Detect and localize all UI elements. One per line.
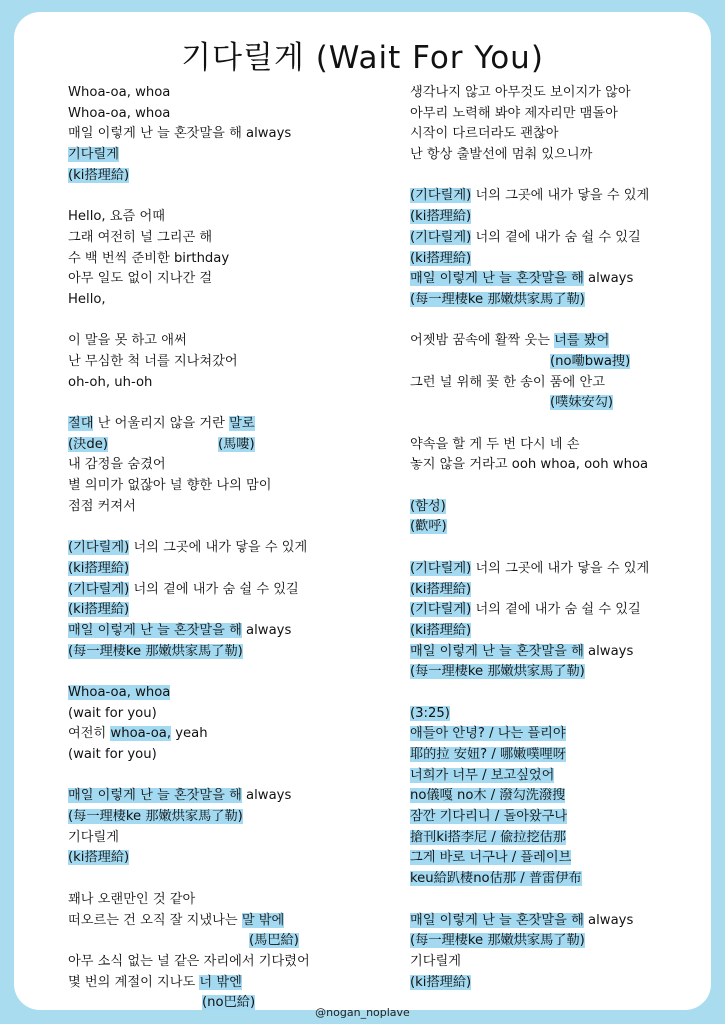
lyric-line — [410, 807, 710, 828]
lyric-line — [410, 828, 710, 849]
highlighted-lyric: (기다릴게) — [410, 602, 472, 618]
highlighted-lyric: (ki搭理給) — [68, 602, 130, 618]
lyric-text: 떠오르는 건 오직 잘 지냈나는 — [68, 912, 242, 928]
lyric-text: Whoa-oa, whoa — [68, 85, 171, 100]
lyric-line — [68, 497, 398, 518]
lyric-text: 그래 여전히 널 그리곤 해 — [68, 229, 213, 245]
lyric-line — [410, 600, 710, 621]
highlighted-lyric: (每一理棲ke 那嫩烘家馬了勒) — [410, 933, 585, 949]
lyric-line — [68, 228, 398, 249]
lyric-text: 몇 번의 계절이 지나도 — [68, 974, 200, 990]
highlighted-lyric: 耶的拉 安妞? / 哪嫩噗哩呀 — [410, 747, 566, 762]
highlighted-lyric: 기다릴게 — [68, 147, 119, 163]
lyric-line — [68, 331, 398, 352]
page-title: 기다릴게 (Wait For You) — [181, 40, 544, 76]
lyric-line — [410, 290, 710, 311]
lyrics-sheet — [14, 12, 711, 1010]
highlighted-lyric: 매일 이렇게 난 늘 혼잣말을 해 — [410, 271, 584, 287]
lyric-text: 놓지 않을 거라고 ooh whoa, ooh whoa — [410, 457, 649, 473]
lyric-line — [68, 600, 398, 621]
highlighted-lyric: (no巴給) — [202, 995, 256, 1011]
lyric-text: 너의 곁에 내가 숨 쉴 수 있길 — [471, 229, 641, 245]
lyric-line — [68, 828, 398, 849]
lyric-text: always — [583, 271, 634, 287]
lyric-text: 난 항상 출발선에 멈춰 있으니까 — [410, 147, 593, 163]
lyric-line — [68, 580, 398, 601]
lyric-text: 기다릴게 — [410, 953, 461, 969]
lyric-line — [68, 786, 398, 807]
stanza-gap — [68, 766, 398, 787]
lyric-text: 약속을 할 게 두 번 다시 네 손 — [410, 436, 580, 452]
lyric-text: 여전히 — [68, 726, 111, 742]
lyric-text: 별 의미가 없잖아 널 향한 나의 맘이 — [68, 478, 272, 494]
lyric-line — [410, 869, 710, 890]
lyric-line — [68, 352, 398, 373]
highlighted-lyric: (馬嘍) — [217, 436, 255, 452]
lyric-text: always — [241, 788, 292, 804]
highlighted-lyric: (기다릴게) — [68, 540, 130, 556]
highlighted-lyric: (기다릴게) — [410, 560, 472, 576]
highlighted-lyric: no儀嘎 no木 / 潑勾洗潑搜 — [410, 788, 566, 804]
lyric-line — [68, 683, 398, 704]
lyric-line — [68, 621, 398, 642]
lyric-text: always — [583, 643, 634, 659]
highlighted-lyric: (ki搭理給) — [68, 850, 130, 866]
lyric-text: Hello, — [68, 291, 106, 307]
highlighted-lyric: 그게 바로 너구나 / 플레이브 — [410, 850, 572, 866]
lyric-line — [410, 704, 710, 725]
highlighted-lyric: (ki搭理給) — [68, 560, 130, 576]
highlighted-lyric: (每一理棲ke 那嫩烘家馬了勒) — [410, 291, 585, 307]
lyric-line — [68, 642, 398, 663]
lyric-line — [68, 559, 398, 580]
highlighted-lyric: (3:25) — [410, 705, 450, 721]
lyric-text: 너의 그곳에 내가 닿을 수 있게 — [471, 188, 650, 204]
highlighted-lyric: (歡呼) — [410, 519, 447, 535]
highlighted-lyric: 애들아 안녕? / 나는 플리야 — [410, 726, 566, 742]
lyric-line — [410, 766, 710, 787]
stanza-gap — [68, 393, 398, 414]
stanza-gap — [410, 683, 710, 704]
highlighted-lyric: 너를 봤어 — [554, 333, 610, 349]
lyric-line — [410, 145, 710, 166]
highlighted-lyric: 매일 이렇게 난 늘 혼잣말을 해 — [410, 643, 584, 659]
highlighted-lyric: 매일 이렇게 난 늘 혼잣말을 해 — [410, 912, 584, 928]
highlighted-lyric: (ki搭理給) — [410, 250, 472, 266]
highlighted-lyric: 절대 — [68, 416, 94, 431]
lyric-text: 시작이 다르더라도 괜찮아 — [410, 126, 559, 142]
lyric-line — [410, 83, 710, 104]
lyric-text: 점점 커져서 — [68, 498, 136, 514]
lyric-text: 난 무심한 척 너를 지나쳐갔어 — [68, 353, 238, 369]
lyric-line — [68, 973, 398, 994]
lyric-line — [410, 786, 710, 807]
highlighted-lyric: (ki搭理給) — [410, 581, 472, 597]
lyric-line — [68, 145, 398, 166]
lyric-line — [410, 911, 710, 932]
highlighted-lyric: (每一理棲ke 那嫩烘家馬了勒) — [68, 643, 243, 659]
lyric-line — [410, 455, 710, 476]
lyric-line — [410, 228, 710, 249]
lyric-line — [410, 352, 710, 373]
highlighted-lyric: (기다릴게) — [410, 229, 472, 245]
lyric-line — [410, 662, 710, 683]
lyric-line — [68, 455, 398, 476]
lyric-text: (wait for you) — [68, 747, 157, 762]
lyric-line — [68, 414, 398, 435]
highlighted-lyric: (馬巴給) — [249, 933, 299, 949]
lyric-text: 기다릴게 — [68, 829, 119, 845]
lyric-line — [410, 249, 710, 270]
lyric-line — [410, 848, 710, 869]
lyric-line — [410, 435, 710, 456]
lyric-line — [68, 166, 398, 187]
lyric-line — [68, 435, 398, 456]
lyric-line — [410, 559, 710, 580]
stanza-gap — [410, 890, 710, 911]
lyric-text: 생각나지 않고 아무것도 보이지가 않아 — [410, 85, 631, 100]
highlighted-lyric: Whoa-oa, whoa — [68, 684, 171, 700]
lyric-text: 내 감정을 숨겼어 — [68, 457, 166, 473]
highlighted-lyric: keu給趴棲no估那 / 普雷伊布 — [410, 871, 582, 887]
stanza-gap — [410, 538, 710, 559]
highlighted-lyric: (기다릴게) — [410, 188, 472, 204]
lyric-line — [68, 704, 398, 725]
lyric-text: 너의 곁에 내가 숨 쉴 수 있길 — [129, 581, 299, 597]
lyric-text: always — [241, 622, 292, 638]
lyric-text: 그런 널 위해 꽃 한 송이 품에 안고 — [410, 374, 605, 390]
stanza-gap — [68, 869, 398, 890]
stanza-gap — [68, 662, 398, 683]
highlighted-lyric: 너 밖엔 — [199, 974, 242, 990]
lyric-text: 너의 그곳에 내가 닿을 수 있게 — [471, 560, 650, 576]
lyric-line — [410, 269, 710, 290]
lyric-line — [410, 952, 710, 973]
stanza-gap — [68, 311, 398, 332]
lyric-line — [410, 207, 710, 228]
lyric-line — [68, 124, 398, 145]
lyric-text: always — [583, 912, 634, 928]
lyric-text: oh-oh, uh-oh — [68, 374, 153, 390]
lyric-line — [68, 249, 398, 270]
lyric-line — [410, 621, 710, 642]
highlighted-lyric: (ki搭理給) — [68, 167, 130, 183]
lyric-line — [410, 931, 710, 952]
lyric-text: Whoa-oa, whoa — [68, 105, 171, 121]
lyrics-column-right — [410, 83, 710, 993]
stanza-gap — [410, 166, 710, 187]
highlighted-lyric: whoa-oa, — [110, 726, 172, 742]
lyric-line — [410, 331, 710, 352]
lyric-line — [68, 745, 398, 766]
lyric-line — [68, 207, 398, 228]
lyric-line — [410, 745, 710, 766]
stanza-gap — [68, 186, 398, 207]
lyric-text: Hello, 요즘 어때 — [68, 209, 165, 225]
lyric-text: 아무 소식 없는 널 같은 자리에서 기다렸어 — [68, 953, 310, 969]
highlighted-lyric: (함성) — [410, 498, 446, 514]
highlighted-lyric: 매일 이렇게 난 늘 혼잣말을 해 — [68, 788, 242, 804]
lyric-line — [68, 476, 398, 497]
lyric-line — [68, 848, 398, 869]
lyric-line — [68, 952, 398, 973]
lyric-line — [68, 890, 398, 911]
lyric-line — [68, 911, 398, 932]
lyric-line — [410, 580, 710, 601]
lyric-text: (wait for you) — [68, 705, 157, 721]
lyric-line — [68, 931, 398, 952]
highlighted-lyric: (決de) — [68, 436, 108, 452]
highlighted-lyric: (每一理棲ke 那嫩烘家馬了勒) — [68, 809, 243, 825]
author-handle: @nogan_noplave — [315, 1006, 410, 1019]
lyric-line — [410, 973, 710, 994]
lyric-line — [68, 269, 398, 290]
lyric-line — [68, 538, 398, 559]
lyric-line — [68, 290, 398, 311]
lyric-line — [410, 724, 710, 745]
highlighted-lyric: (ki搭理給) — [410, 622, 472, 638]
highlighted-lyric: (噗妹安勾) — [550, 395, 614, 411]
lyric-line — [68, 104, 398, 125]
lyric-line — [410, 393, 710, 414]
lyric-line — [68, 724, 398, 745]
lyric-text: 아무 일도 없이 지나간 걸 — [68, 271, 213, 287]
stanza-gap — [410, 414, 710, 435]
lyric-line — [410, 642, 710, 663]
highlighted-lyric: 搶刊ki搭李尼 / 偸拉挖估那 — [410, 829, 567, 845]
lyric-line — [68, 807, 398, 828]
lyric-text: 너의 곁에 내가 숨 쉴 수 있길 — [471, 602, 641, 618]
highlighted-lyric: 잠깐 기다리니 / 돌아왔구나 — [410, 809, 568, 825]
stanza-gap — [68, 517, 398, 538]
lyric-text: 어젯밤 꿈속에 활짝 웃는 — [410, 333, 555, 349]
lyric-text: 수 백 번씩 준비한 birthday — [68, 250, 230, 266]
lyrics-column-left — [68, 83, 398, 1014]
highlighted-lyric: (每一理棲ke 那嫩烘家馬了勒) — [410, 664, 585, 680]
highlighted-lyric: 말로 — [229, 416, 255, 431]
lyric-text: 난 어울리지 않을 거란 — [93, 416, 230, 431]
lyric-text: 너의 그곳에 내가 닿을 수 있게 — [129, 540, 308, 556]
highlighted-lyric: (no嘞bwa捜) — [550, 353, 631, 369]
highlighted-lyric: 매일 이렇게 난 늘 혼잣말을 해 — [68, 622, 242, 638]
lyric-line — [410, 186, 710, 207]
highlighted-lyric: (ki搭理給) — [410, 209, 472, 225]
lyric-line — [410, 497, 710, 518]
lyric-text: yeah — [171, 726, 208, 742]
lyric-line — [410, 373, 710, 394]
lyric-line — [410, 124, 710, 145]
lyric-text: 꽤나 오랜만인 것 같아 — [68, 891, 196, 907]
lyric-line — [410, 104, 710, 125]
lyric-line — [410, 517, 710, 538]
highlighted-lyric: 말 밖에 — [241, 912, 285, 928]
highlighted-lyric: 너희가 너무 / 보고싶었어 — [410, 767, 555, 783]
stanza-gap — [410, 476, 710, 497]
lyric-text: 이 말을 못 하고 애써 — [68, 333, 187, 349]
highlighted-lyric: (기다릴게) — [68, 581, 130, 597]
lyric-line — [68, 83, 398, 104]
lyric-text: 아무리 노력해 봐야 제자리만 맴돌아 — [410, 105, 618, 121]
lyric-text: 매일 이렇게 난 늘 혼잣말을 해 always — [68, 126, 292, 142]
lyric-line — [68, 373, 398, 394]
stanza-gap — [410, 311, 710, 332]
highlighted-lyric: (ki搭理給) — [410, 974, 472, 990]
